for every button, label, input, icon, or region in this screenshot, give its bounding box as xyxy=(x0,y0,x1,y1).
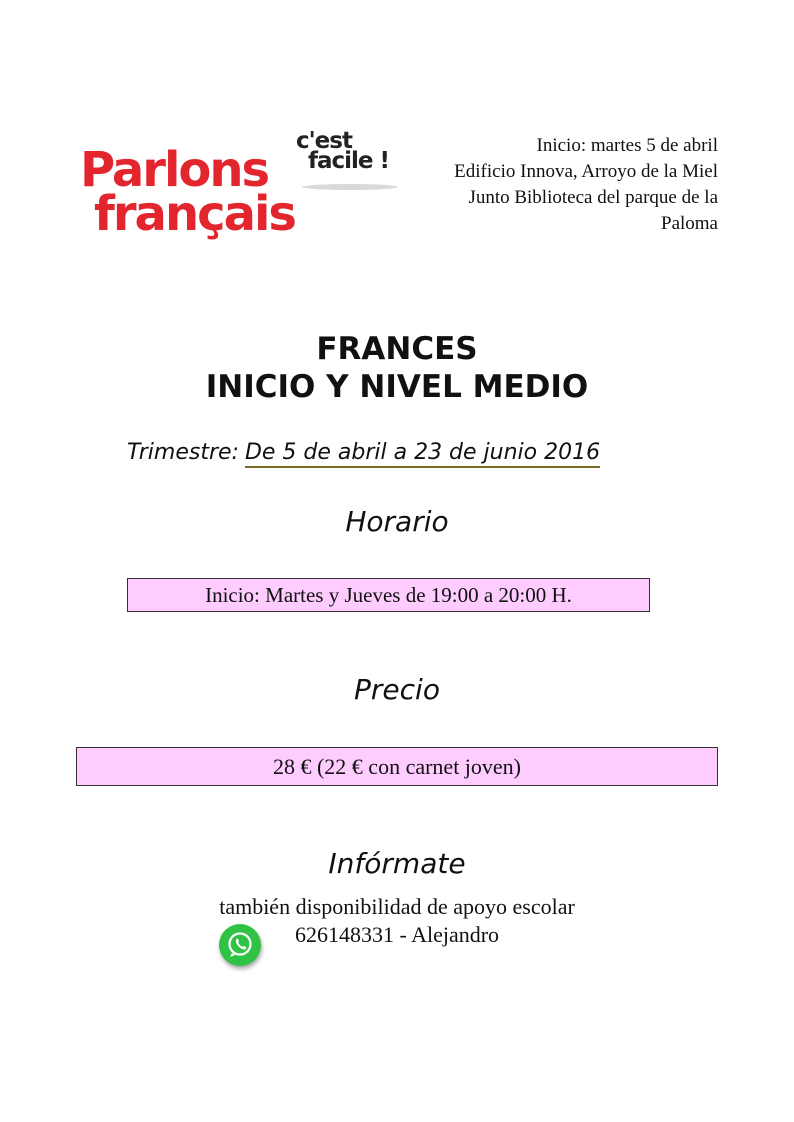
trimestre-line xyxy=(127,440,600,465)
trimestre-dates: De 5 de abril a 23 de junio 2016 xyxy=(245,440,600,468)
logo-word-francais: français xyxy=(94,186,295,242)
info-building: Edificio Innova, Arroyo de la Miel xyxy=(454,161,718,182)
logo-tagline-cest: c'est xyxy=(296,128,352,154)
title-level: INICIO Y NIVEL MEDIO xyxy=(205,369,589,405)
info-start-date: Inicio: martes 5 de abril xyxy=(536,135,718,156)
logo-swoosh xyxy=(302,184,398,190)
course-info-block xyxy=(388,133,718,237)
whatsapp-icon xyxy=(219,924,261,966)
title-language: FRANCES xyxy=(316,331,478,367)
logo-tagline-facile: facile ! xyxy=(308,148,390,174)
parlons-francais-logo xyxy=(80,128,410,253)
trimestre-label: Trimestre: xyxy=(127,440,239,465)
horario-title: Horario xyxy=(345,505,449,538)
logo-word-parlons: Parlons xyxy=(80,142,269,198)
precio-title: Precio xyxy=(354,673,440,706)
page-title xyxy=(0,330,794,406)
apoyo-escolar-text: también disponibilidad de apoyo escolar xyxy=(219,894,575,919)
precio-box: 28 € (22 € con carnet joven) xyxy=(76,747,718,786)
informate-title: Infórmate xyxy=(328,847,466,880)
whatsapp-glyph xyxy=(226,931,254,959)
info-location: Junto Biblioteca del parque de la xyxy=(468,187,718,208)
horario-box: Inicio: Martes y Jueves de 19:00 a 20:00 H. xyxy=(127,578,650,612)
info-location-cont: Paloma xyxy=(661,213,718,234)
phone-contact: 626148331 - Alejandro xyxy=(294,922,500,947)
